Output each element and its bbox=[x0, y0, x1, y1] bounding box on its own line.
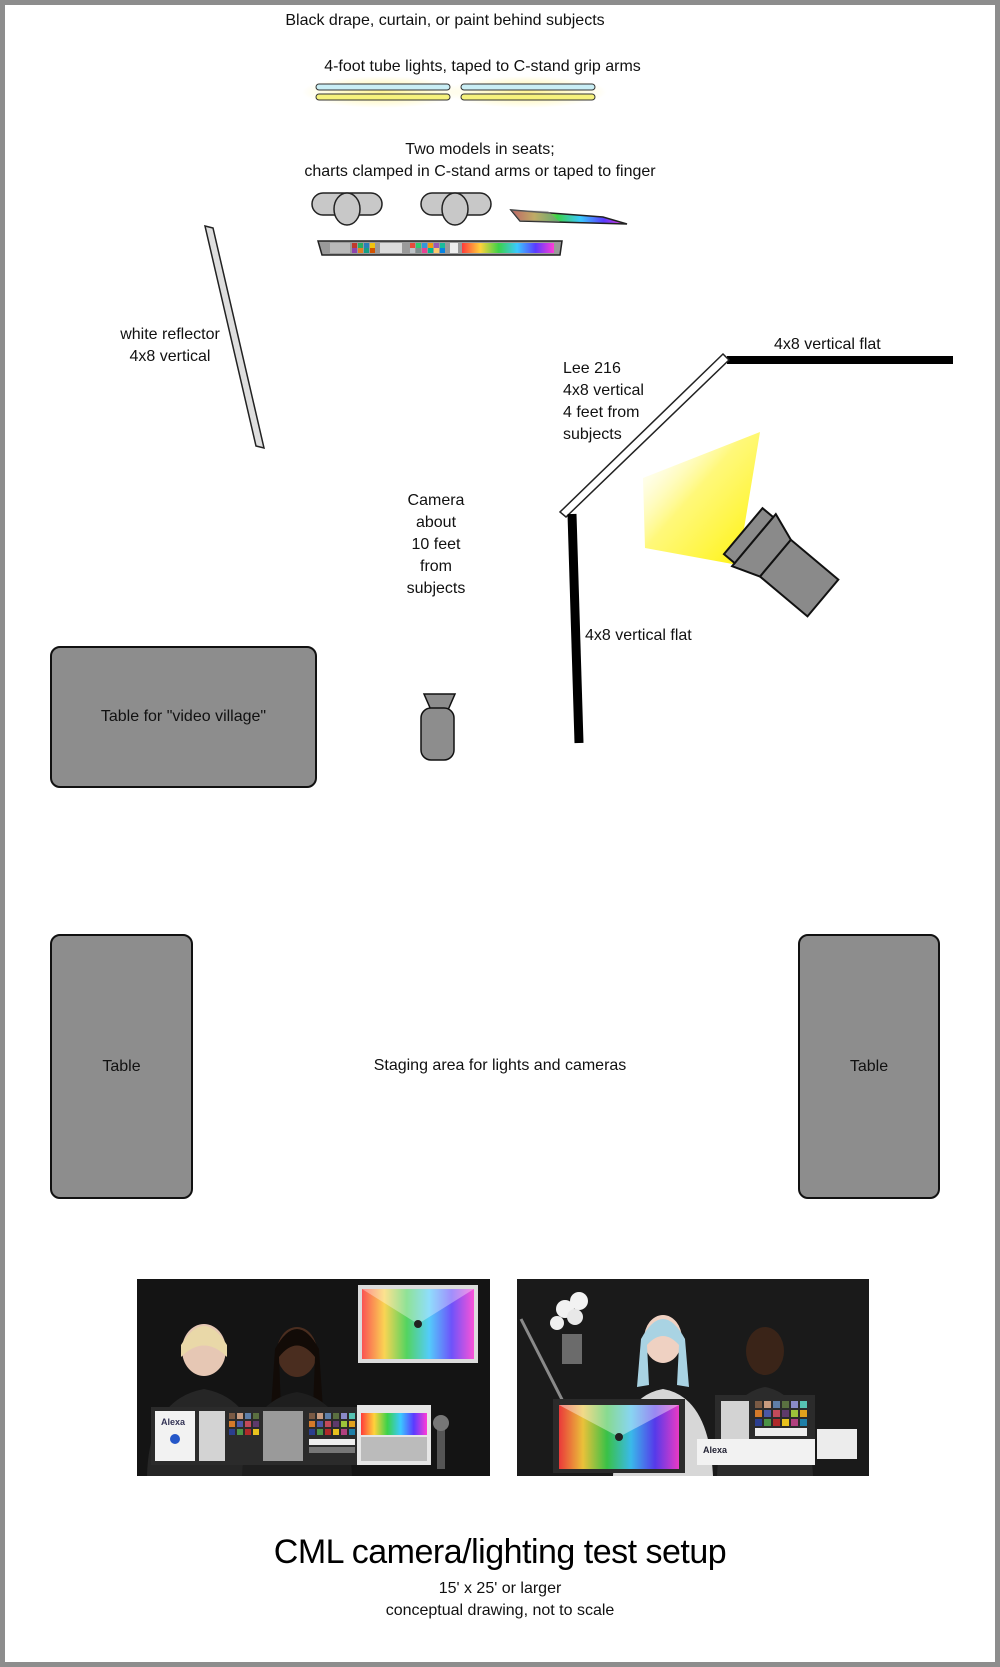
camera-label: Camera about 10 feet from subjects bbox=[406, 492, 466, 597]
tube-lights-label: 4-foot tube lights, taped to C-stand grip arms bbox=[324, 58, 641, 75]
camera-icon bbox=[421, 694, 455, 760]
right-photo-chart-brand: Alexa bbox=[703, 1445, 728, 1455]
left-photo-chart-brand: Alexa bbox=[161, 1417, 186, 1427]
table-right bbox=[798, 934, 940, 1199]
backdrop-label: Black drape, curtain, or paint behind subjects bbox=[285, 12, 605, 29]
video-village-label: Table for "video village" bbox=[100, 708, 267, 725]
table-right-label: Table bbox=[849, 1057, 889, 1075]
vertical-flat-side bbox=[572, 514, 579, 743]
side-flat-label: 4x8 vertical flat bbox=[585, 627, 692, 644]
video-village-table bbox=[50, 646, 317, 788]
caption-title: CML camera/lighting test setup bbox=[273, 1533, 727, 1571]
model-seat-icon bbox=[312, 193, 382, 225]
diffusion-label: Lee 216 4x8 vertical 4 feet from subjects bbox=[563, 360, 644, 443]
table-left-label: Table bbox=[102, 1057, 141, 1075]
top-flat-label: 4x8 vertical flat bbox=[774, 336, 881, 353]
model-seat-icon bbox=[421, 193, 491, 225]
reflector-label: white reflector 4x8 vertical bbox=[120, 326, 220, 365]
color-chart-icon bbox=[318, 241, 562, 255]
setup-photo-left bbox=[137, 1279, 490, 1476]
color-chart-icon bbox=[511, 210, 627, 224]
table-left bbox=[50, 934, 193, 1199]
models-label: Two models in seats; charts clamped in C-stand arms or taped to finger bbox=[304, 141, 656, 180]
tube-light-icon bbox=[302, 76, 462, 108]
caption-subtitle: 15' x 25' or larger conceptual drawing, not to scale bbox=[385, 1580, 615, 1619]
staging-area-label: Staging area for lights and cameras bbox=[373, 1057, 627, 1074]
setup-photo-right bbox=[517, 1279, 869, 1476]
tube-light-icon bbox=[447, 76, 607, 108]
